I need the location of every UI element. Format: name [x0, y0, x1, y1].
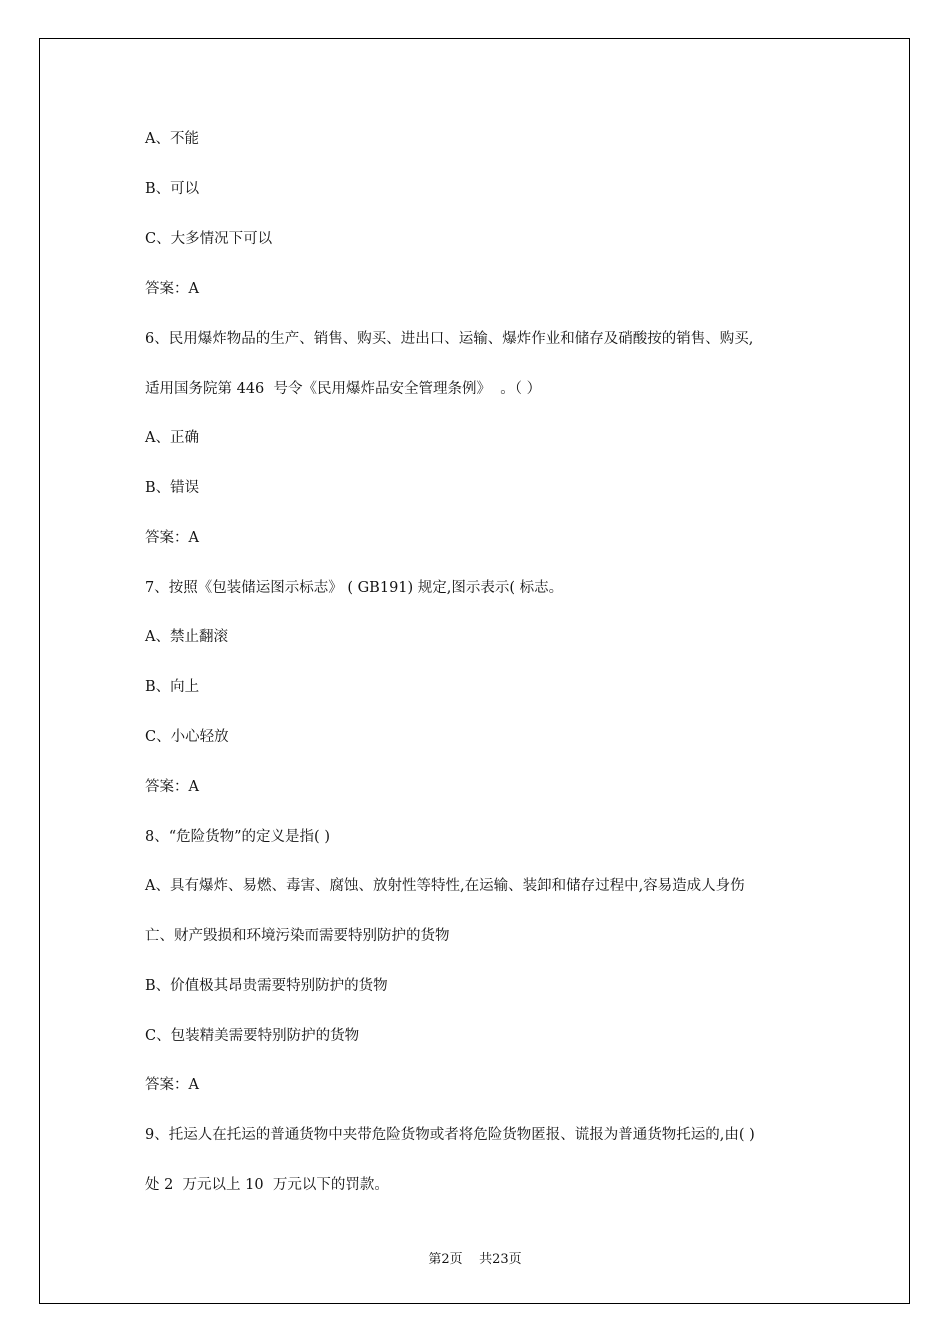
- answer-line: 答案：A: [145, 779, 199, 795]
- page-border: [39, 38, 910, 1304]
- option-line: A、具有爆炸、易燃、毒害、腐蚀、放射性等特性,在运输、装卸和储存过程中,容易造成人身伤: [145, 878, 745, 894]
- option-line: C、小心轻放: [145, 729, 229, 745]
- option-line: B、价值极其昂贵需要特别防护的货物: [145, 978, 388, 994]
- question-line: 处 2 万元以上 10 万元以下的罚款。: [145, 1177, 389, 1193]
- option-line: B、错误: [145, 480, 200, 496]
- question-line: 8、“危险货物”的定义是指( ): [145, 829, 330, 845]
- option-line: A、不能: [145, 131, 199, 147]
- option-line: 亡、财产毁损和环境污染而需要特别防护的货物: [145, 928, 450, 944]
- question-line: 9、托运人在托运的普通货物中夹带危险货物或者将危险货物匿报、谎报为普通货物托运的,由( ): [145, 1127, 755, 1143]
- question-line: 7、按照《包装储运图示标志》 ( GB191) 规定,图示表示( 标志。: [145, 580, 564, 596]
- answer-line: 答案：A: [145, 530, 199, 546]
- page-number-footer: 第2页 共23页: [428, 1252, 522, 1267]
- question-line: 6、民用爆炸物品的生产、销售、购买、进出口、运输、爆炸作业和储存及硝酸按的销售、购买,: [145, 331, 754, 347]
- answer-line: 答案：A: [145, 1077, 199, 1093]
- option-line: B、可以: [145, 181, 200, 197]
- option-line: A、正确: [145, 430, 199, 446]
- option-line: C、大多情况下可以: [145, 231, 273, 247]
- option-line: C、包装精美需要特别防护的货物: [145, 1028, 360, 1044]
- answer-line: 答案：A: [145, 281, 199, 297]
- option-line: A、禁止翻滚: [145, 629, 228, 645]
- question-line: 适用国务院第 446 号令《民用爆炸品安全管理条例》 。（ ）: [145, 381, 542, 397]
- option-line: B、向上: [145, 679, 200, 695]
